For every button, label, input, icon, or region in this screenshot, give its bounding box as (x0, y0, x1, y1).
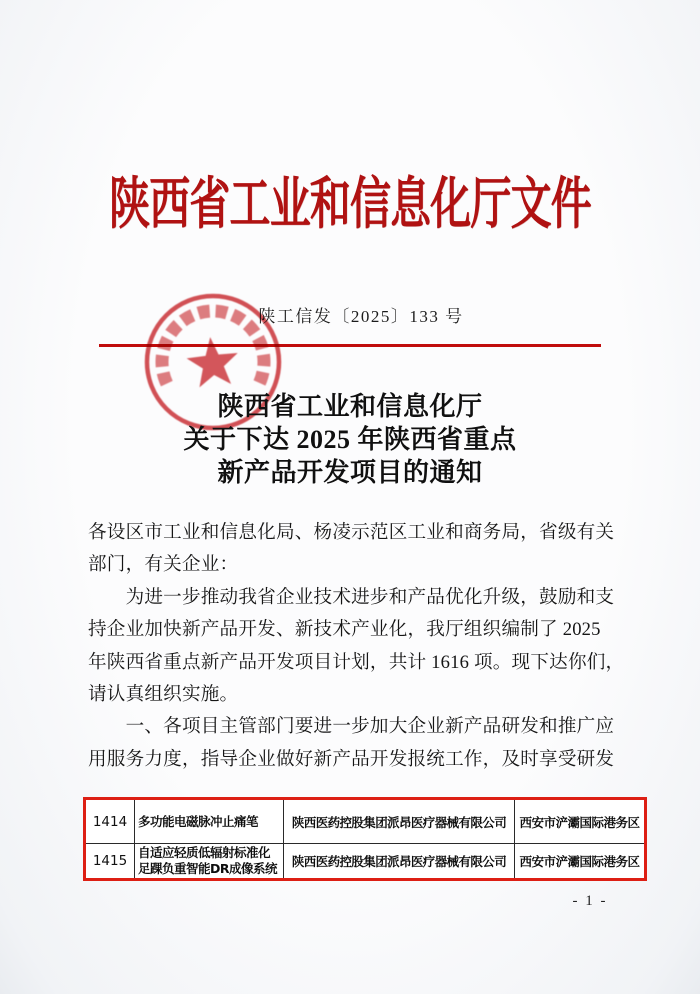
highlighted-projects-table (83, 797, 647, 881)
body-text (88, 517, 625, 776)
body-line: 为进一步推动我省企业技术进步和产品优化升级，鼓励和支 (88, 586, 615, 608)
body-line: 持企业加快新产品开发、新技术产业化，我厅组织编制了 2025 (88, 619, 601, 641)
masthead-title: 陕西省工业和信息化厅文件 (109, 174, 591, 236)
cell-district: 西安市浐灞国际港务区 (515, 844, 646, 880)
cell-company-name: 陕西医药控股集团派昂医疗器械有限公司 (284, 844, 515, 880)
document-number: 陕工信发〔2025〕133 号 (258, 307, 464, 326)
body-line: 请认真组织实施。 (88, 683, 239, 705)
notice-title-line: 关于下达 2025 年陕西省重点 (183, 425, 517, 454)
seal-star-icon (185, 334, 241, 388)
body-line: 部门，有关企业： (88, 554, 239, 576)
page-number: - 1 - (572, 893, 608, 909)
body-line: 年陕西省重点新产品开发项目计划，共计 1616 项。现下达你们， (88, 651, 625, 673)
cell-project-name: 多功能电磁脉冲止痛笔 (135, 799, 284, 844)
body-line: 一、各项目主管部门要进一步加大企业新产品研发和推广应 (88, 716, 615, 738)
body-line: 用服务力度，指导企业做好新产品开发报统工作，及时享受研发 (88, 748, 615, 770)
notice-title-line: 陕西省工业和信息化厅 (217, 392, 483, 421)
cell-project-name: 自适应轻质低辐射标准化足踝负重智能DR成像系统 (135, 844, 284, 880)
notice-title-line: 新产品开发项目的通知 (217, 458, 483, 487)
table-row (85, 799, 646, 844)
projects-table-body (85, 799, 646, 880)
cell-project-number: 1414 (85, 799, 135, 844)
cell-district: 西安市浐灞国际港务区 (515, 799, 646, 844)
cell-company-name: 陕西医药控股集团派昂医疗器械有限公司 (284, 799, 515, 844)
cell-project-number: 1415 (85, 844, 135, 880)
body-line: 各设区市工业和信息化局、杨凌示范区工业和商务局，省级有关 (88, 522, 615, 543)
notice-title (0, 390, 700, 489)
document-masthead (0, 160, 700, 240)
table-row (85, 844, 646, 880)
